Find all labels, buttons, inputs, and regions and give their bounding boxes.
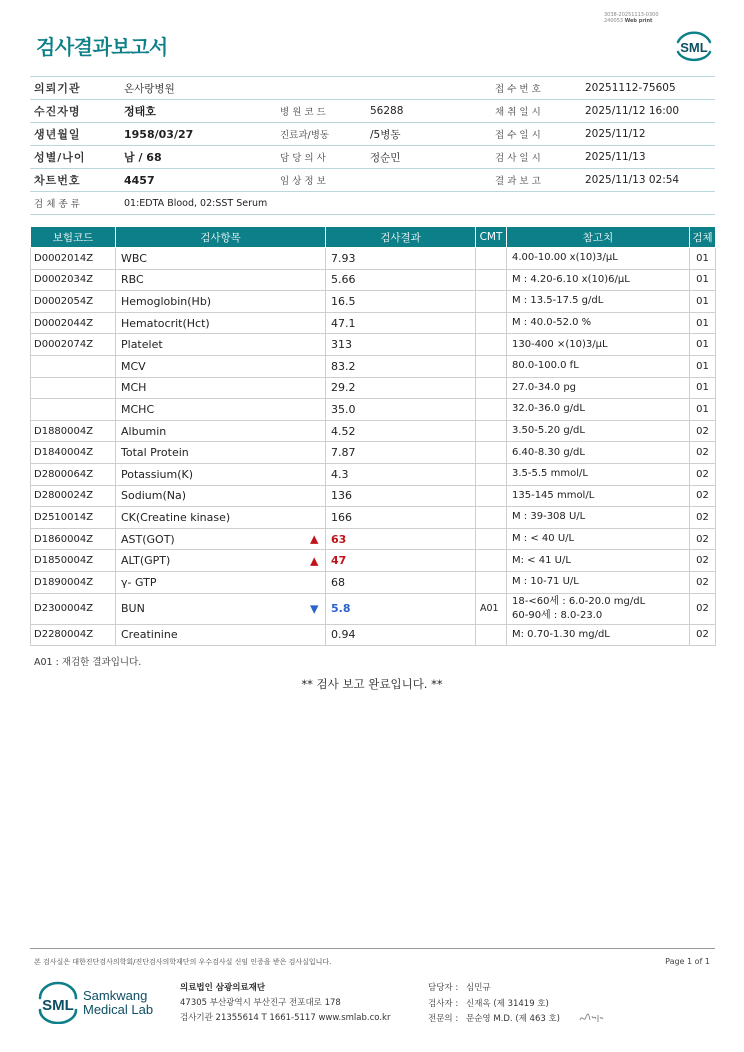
specimen-cell: 02 (690, 485, 716, 507)
test-name-cell: ALT(GPT) (116, 550, 326, 572)
reference-cell (507, 291, 690, 313)
result-value: 16.5 (331, 294, 356, 308)
staff-key: 전문의 : (428, 1014, 459, 1024)
info-label: 접 수 번 호 (491, 77, 581, 100)
info-value: 정순민 (366, 146, 491, 169)
cmt-cell: A01 (476, 593, 507, 624)
info-label: 채 취 일 시 (491, 100, 581, 123)
info-value: 정태호 (120, 100, 276, 123)
reference-cell (507, 593, 690, 624)
insurance-code-cell: D1880004Z (31, 420, 116, 442)
organization-info (180, 981, 390, 1026)
result-cell (310, 528, 476, 550)
reference-cell (507, 485, 690, 507)
info-value: 20251112-75605 (581, 77, 715, 100)
cmt-cell (476, 334, 507, 356)
signature-icon (578, 1011, 604, 1025)
page-title: 검사결과보고서 (36, 35, 168, 59)
specimen-cell: 02 (690, 442, 716, 464)
result-value: 68 (331, 575, 345, 589)
test-name-cell: Sodium(Na) (116, 485, 326, 507)
staff-info (428, 981, 560, 1028)
reference-cell (507, 624, 690, 646)
info-value: 56288 (366, 100, 491, 123)
reference-cell (507, 550, 690, 572)
table-row (31, 442, 716, 464)
org-address: 47305 부산광역시 부산진구 전포대로 178 (180, 998, 341, 1008)
test-name-cell: Albumin (116, 420, 326, 442)
table-row (31, 485, 716, 507)
specimen-cell: 02 (690, 463, 716, 485)
cmt-cell (476, 312, 507, 334)
insurance-code-cell: D2800064Z (31, 463, 116, 485)
staff-row-manager (428, 981, 560, 997)
staff-key: 담당자 : (428, 983, 459, 993)
brand-name (83, 989, 153, 1017)
logo-text: SML (680, 40, 708, 55)
specimen-cell: 01 (690, 291, 716, 313)
insurance-code-cell: D1890004Z (31, 571, 116, 593)
reference-cell (507, 269, 690, 291)
insurance-code-cell: D1850004Z (31, 550, 116, 572)
table-row (31, 528, 716, 550)
table-row (31, 334, 716, 356)
info-label: 접 수 일 시 (491, 123, 581, 146)
table-row (31, 463, 716, 485)
specimen-cell: 01 (690, 269, 716, 291)
test-name-cell: Total Protein (116, 442, 326, 464)
cmt-cell (476, 399, 507, 421)
info-row (30, 146, 715, 169)
info-value: /5병동 (366, 123, 491, 146)
insurance-code-cell: D2510014Z (31, 507, 116, 529)
reference-cell (507, 355, 690, 377)
reference-line: 32.0-36.0 g/dL (512, 403, 585, 415)
result-value: 4.52 (331, 424, 356, 438)
reference-line: M : 13.5-17.5 g/dL (512, 295, 604, 307)
result-cell (326, 442, 476, 464)
result-value: 47.1 (331, 316, 356, 330)
reference-line: 3.50-5.20 g/dL (512, 425, 585, 437)
reference-line: M : 39-308 U/L (512, 511, 586, 523)
cmt-cell (476, 463, 507, 485)
reference-cell (507, 507, 690, 529)
reference-line: M: 0.70-1.30 mg/dL (512, 628, 610, 640)
insurance-code-cell: D0002054Z (31, 291, 116, 313)
cmt-cell (476, 507, 507, 529)
page-number: Page 1 of 1 (665, 957, 710, 966)
info-label: 차트번호 (30, 169, 120, 192)
results-table (30, 226, 716, 646)
test-name-cell: WBC (116, 248, 326, 270)
test-name-cell: MCV (116, 355, 326, 377)
result-cell (326, 355, 476, 377)
comment-note: A01 : 재검한 결과입니다. (34, 657, 142, 668)
table-row (31, 550, 716, 572)
insurance-code-cell: D0002034Z (31, 269, 116, 291)
test-name-cell: Hematocrit(Hct) (116, 312, 326, 334)
specimen-cell: 01 (690, 399, 716, 421)
table-row (31, 312, 716, 334)
insurance-code-cell: D1860004Z (31, 528, 116, 550)
results-header-row (31, 227, 716, 248)
result-value: 136 (331, 489, 352, 503)
reference-line: M : < 40 U/L (512, 533, 575, 545)
cmt-cell (476, 624, 507, 646)
info-row-specimen (30, 192, 715, 215)
result-value: 166 (331, 510, 352, 524)
print-id-label: Web print (624, 18, 653, 24)
cmt-cell (476, 442, 507, 464)
header-cmt: CMT (476, 227, 507, 248)
brand-line2: Medical Lab (83, 1002, 154, 1017)
cmt-cell (476, 571, 507, 593)
table-row (31, 420, 716, 442)
info-value: 2025/11/12 16:00 (581, 100, 715, 123)
result-cell (326, 248, 476, 270)
org-name: 의료법인 삼광의료재단 (180, 983, 266, 993)
test-name-cell: MCH (116, 377, 326, 399)
info-label: 진료과/병동 (276, 123, 366, 146)
cmt-cell (476, 550, 507, 572)
test-name-cell: BUN (116, 593, 326, 624)
reference-line: 135-145 mmol/L (512, 489, 595, 501)
insurance-code-cell (31, 355, 116, 377)
insurance-code-cell (31, 399, 116, 421)
table-row (31, 377, 716, 399)
print-id-line1: 3038-20251113-0300 (604, 12, 659, 18)
reference-line: 6.40-8.30 g/dL (512, 446, 585, 458)
high-flag-icon: ▲ (310, 554, 319, 568)
result-value: 5.66 (331, 273, 356, 287)
reference-line: M: < 41 U/L (512, 554, 571, 566)
test-name-cell: RBC (116, 269, 326, 291)
print-id (604, 12, 659, 24)
reference-line: M : 4.20-6.10 x(10)6/μL (512, 273, 630, 285)
specimen-value: 01:EDTA Blood, 02:SST Serum (120, 192, 715, 215)
sml-footer-logo-icon (36, 980, 80, 1024)
info-value: 2025/11/13 02:54 (581, 169, 715, 192)
specimen-cell: 02 (690, 528, 716, 550)
result-value: 313 (331, 338, 352, 352)
info-value (366, 169, 491, 192)
result-cell (326, 463, 476, 485)
sml-logo-icon (672, 26, 716, 64)
reference-cell (507, 399, 690, 421)
table-row (31, 593, 716, 624)
result-value: 63 (331, 532, 347, 546)
info-label: 병 원 코 드 (276, 100, 366, 123)
result-value: 7.87 (331, 446, 356, 460)
info-label: 검 사 일 시 (491, 146, 581, 169)
specimen-cell: 01 (690, 248, 716, 270)
result-cell (326, 312, 476, 334)
test-name-cell: Hemoglobin(Hb) (116, 291, 326, 313)
reference-line: 130-400 ×(10)3/μL (512, 338, 608, 350)
reference-cell (507, 442, 690, 464)
specimen-cell: 01 (690, 355, 716, 377)
print-id-code: 240053 (604, 18, 624, 24)
specimen-cell: 02 (690, 550, 716, 572)
test-name-cell: MCHC (116, 399, 326, 421)
reference-cell (507, 571, 690, 593)
header-code: 보험코드 (31, 227, 116, 248)
result-value: 4.3 (331, 467, 349, 481)
cmt-cell (476, 377, 507, 399)
result-cell (326, 507, 476, 529)
table-row (31, 355, 716, 377)
test-name-cell: Potassium(K) (116, 463, 326, 485)
high-flag-icon: ▲ (310, 532, 319, 546)
info-label: 결 과 보 고 (491, 169, 581, 192)
table-row (31, 291, 716, 313)
reference-line: 18-<60세 : 6.0-20.0 mg/dL (512, 595, 646, 607)
info-value: 온사랑병원 (120, 77, 276, 100)
reference-cell (507, 334, 690, 356)
footer-divider (30, 948, 715, 949)
info-row (30, 169, 715, 192)
header-item: 검사항목 (116, 227, 326, 248)
footer-logo-text: SML (42, 997, 74, 1014)
staff-row-specialist (428, 1012, 560, 1028)
result-cell (326, 571, 476, 593)
result-value: 7.93 (331, 251, 356, 265)
result-value: 83.2 (331, 359, 356, 373)
specimen-cell: 02 (690, 624, 716, 646)
staff-value: 심민규 (466, 983, 491, 993)
info-label (276, 77, 366, 100)
certification-text: 본 검사실은 대한진단검사의학회/진단검사의학재단의 우수검사실 신임 인증을 받은 검사실입니다. (34, 958, 332, 966)
specimen-label: 검 체 종 류 (30, 192, 120, 215)
reference-cell (507, 528, 690, 550)
insurance-code-cell: D2800024Z (31, 485, 116, 507)
cmt-cell (476, 528, 507, 550)
info-label: 임 상 정 보 (276, 169, 366, 192)
table-row (31, 624, 716, 646)
info-label: 담 당 의 사 (276, 146, 366, 169)
report-complete-message: ** 검사 보고 완료입니다. ** (301, 677, 443, 691)
result-value: 35.0 (331, 402, 356, 416)
header-spec: 검체 (690, 227, 716, 248)
result-cell (326, 334, 476, 356)
reference-cell (507, 377, 690, 399)
insurance-code-cell: D0002074Z (31, 334, 116, 356)
header-result: 검사결과 (326, 227, 476, 248)
specimen-cell: 01 (690, 334, 716, 356)
org-contact: 검사기관 21355614 T 1661-5117 www.smlab.co.kr (180, 1013, 391, 1023)
result-value: 29.2 (331, 381, 356, 395)
reference-line: 60-90세 : 8.0-23.0 (512, 609, 603, 621)
test-name-cell: AST(GOT) (116, 528, 326, 550)
cmt-cell (476, 420, 507, 442)
cmt-cell (476, 291, 507, 313)
table-row (31, 571, 716, 593)
reference-line: 80.0-100.0 fL (512, 360, 579, 372)
insurance-code-cell: D0002014Z (31, 248, 116, 270)
cmt-cell (476, 248, 507, 270)
info-row (30, 123, 715, 146)
reference-line: 4.00-10.00 x(10)3/μL (512, 252, 618, 264)
insurance-code-cell: D2300004Z (31, 593, 116, 624)
specimen-cell: 02 (690, 507, 716, 529)
test-name-cell: Creatinine (116, 624, 326, 646)
test-name-cell: Platelet (116, 334, 326, 356)
insurance-code-cell: D2280004Z (31, 624, 116, 646)
table-row (31, 507, 716, 529)
reference-cell (507, 248, 690, 270)
insurance-code-cell: D0002044Z (31, 312, 116, 334)
info-value: 2025/11/13 (581, 146, 715, 169)
result-value: 5.8 (331, 602, 351, 615)
result-cell (326, 420, 476, 442)
result-cell (310, 550, 476, 572)
result-value: 47 (331, 554, 347, 568)
result-value: 0.94 (331, 628, 356, 642)
specimen-cell: 01 (690, 312, 716, 334)
info-label: 의뢰기관 (30, 77, 120, 100)
cmt-cell (476, 355, 507, 377)
cmt-cell (476, 269, 507, 291)
staff-row-tester (428, 997, 560, 1013)
specimen-cell: 02 (690, 571, 716, 593)
result-cell (326, 377, 476, 399)
info-value (366, 77, 491, 100)
insurance-code-cell: D1840004Z (31, 442, 116, 464)
table-row (31, 248, 716, 270)
info-row (30, 77, 715, 100)
info-value: 4457 (120, 169, 276, 192)
test-name-cell: CK(Creatine kinase) (116, 507, 326, 529)
reference-cell (507, 463, 690, 485)
patient-info-table (30, 76, 715, 215)
specimen-cell: 02 (690, 420, 716, 442)
result-cell (326, 624, 476, 646)
result-cell (310, 593, 476, 624)
reference-line: M : 10-71 U/L (512, 576, 579, 588)
table-row (31, 399, 716, 421)
result-cell (326, 399, 476, 421)
info-label: 생년월일 (30, 123, 120, 146)
insurance-code-cell (31, 377, 116, 399)
info-value: 1958/03/27 (120, 123, 276, 146)
result-cell (326, 485, 476, 507)
info-row (30, 100, 715, 123)
cmt-cell (476, 485, 507, 507)
test-name-cell: γ- GTP (116, 571, 326, 593)
table-row (31, 269, 716, 291)
info-label: 성별/나이 (30, 146, 120, 169)
info-label: 수진자명 (30, 100, 120, 123)
result-cell (326, 269, 476, 291)
reference-line: 3.5-5.5 mmol/L (512, 468, 588, 480)
staff-value: 문순영 M.D. (제 463 호) (466, 1014, 561, 1024)
info-value: 남 / 68 (120, 146, 276, 169)
result-cell (326, 291, 476, 313)
staff-key: 검사자 : (428, 998, 459, 1009)
specimen-cell: 01 (690, 377, 716, 399)
info-value: 2025/11/12 (581, 123, 715, 146)
reference-line: 27.0-34.0 pg (512, 381, 577, 393)
print-id-line2 (604, 18, 659, 24)
staff-value: 신재옥 (제 31419 호) (466, 998, 549, 1009)
reference-cell (507, 312, 690, 334)
brand-line1: Samkwang (83, 988, 148, 1003)
low-flag-icon: ▼ (310, 602, 319, 615)
reference-line: M : 40.0-52.0 % (512, 317, 592, 329)
reference-cell (507, 420, 690, 442)
header-ref: 참고치 (507, 227, 690, 248)
specimen-cell: 02 (690, 593, 716, 624)
